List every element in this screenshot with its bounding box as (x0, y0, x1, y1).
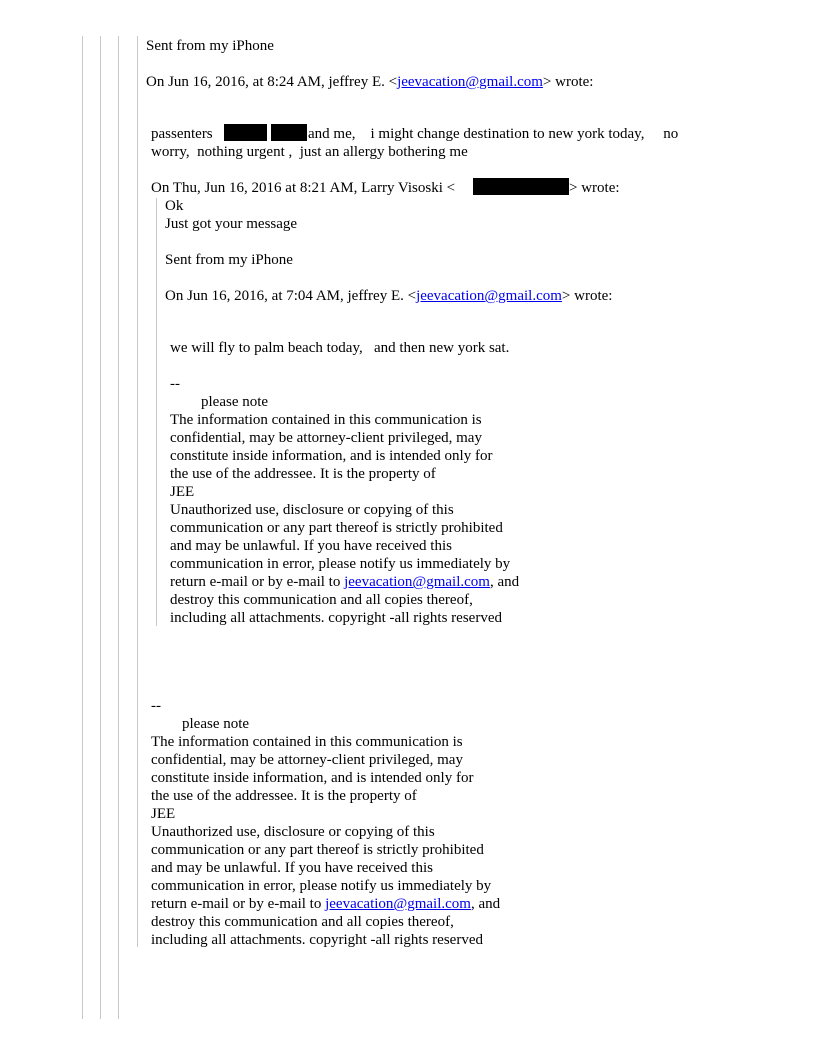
disclaimer-note: please note (182, 716, 250, 732)
disclaimer-line: Unauthorized use, disclosure or copying of this (151, 824, 435, 840)
quote-header-2-pre: On Thu, Jun 16, 2016 at 8:21 AM, Larry Visoski < (151, 180, 456, 196)
quote-header-3-pre: On Jun 16, 2016, at 7:04 AM, jeffrey E. < (165, 288, 417, 304)
disclaimer-line: constitute inside information, and is intended only for (151, 770, 474, 786)
disclaimer-email-pre: return e-mail or by e-mail to (151, 896, 326, 912)
disclaimer-email-link[interactable]: jeevacation@gmail.com (344, 574, 490, 590)
disclaimer-line: JEE (170, 484, 195, 500)
quote-header-3 (165, 287, 612, 305)
disclaimer-line-email (170, 573, 519, 591)
disclaimer-line: JEE (151, 806, 176, 822)
email-link-1[interactable]: jeevacation@gmail.com (397, 74, 543, 90)
sent-from-line: Sent from my iPhone (146, 38, 274, 54)
quote-header-2-post: > wrote: (569, 180, 620, 196)
message1-line2: worry, nothing urgent , just an allergy bothering me (151, 144, 468, 160)
quote-bar-3 (118, 36, 119, 1019)
reply-ok: Ok (165, 198, 184, 214)
quote-bar-4 (137, 36, 138, 947)
quote-header-1-post: > wrote: (542, 74, 594, 90)
quote-bar-5 (156, 198, 157, 626)
disclaimer-email-post: , and (470, 896, 501, 912)
disclaimer-line: and may be unlawful. If you have received this (151, 860, 433, 876)
message1-word: passenters (151, 126, 213, 142)
disclaimer-note: please note (201, 394, 269, 410)
disclaimer-line: including all attachments. copyright -all rights reserved (170, 610, 502, 626)
disclaimer-line: the use of the addressee. It is the property of (151, 788, 417, 804)
quote-header-3-post: > wrote: (561, 288, 613, 304)
email-link-2[interactable]: jeevacation@gmail.com (416, 288, 562, 304)
disclaimer-dashes: -- (151, 698, 161, 714)
disclaimer-email-pre: return e-mail or by e-mail to (170, 574, 345, 590)
disclaimer-line: including all attachments. copyright -all rights reserved (151, 932, 483, 948)
message2-body: we will fly to palm beach today, and then new york sat. (170, 340, 510, 356)
disclaimer-line: destroy this communication and all copies thereof, (170, 592, 473, 608)
redaction-box-2 (271, 124, 307, 141)
disclaimer-line: The information contained in this communication is (151, 734, 463, 750)
quote-bar-2 (100, 36, 101, 1019)
disclaimer-line: communication in error, please notify us immediately by (151, 878, 492, 894)
disclaimer-email-post: , and (489, 574, 520, 590)
quote-bar-1 (82, 36, 83, 1019)
disclaimer-line: Unauthorized use, disclosure or copying of this (170, 502, 454, 518)
disclaimer-line: confidential, may be attorney-client privileged, may (170, 430, 482, 446)
quote-header-1-pre: On Jun 16, 2016, at 8:24 AM, jeffrey E. < (146, 74, 398, 90)
disclaimer-line: and may be unlawful. If you have received this (170, 538, 452, 554)
disclaimer-line: the use of the addressee. It is the property of (170, 466, 436, 482)
disclaimer-email-link[interactable]: jeevacation@gmail.com (325, 896, 471, 912)
disclaimer-line: destroy this communication and all copies thereof, (151, 914, 454, 930)
disclaimer-line: The information contained in this communication is (170, 412, 482, 428)
reply-sent-from: Sent from my iPhone (165, 252, 293, 268)
disclaimer-line: communication or any part thereof is strictly prohibited (170, 520, 503, 536)
redaction-box-1 (224, 124, 267, 141)
disclaimer-line: communication or any part thereof is strictly prohibited (151, 842, 484, 858)
disclaimer-dashes: -- (170, 376, 180, 392)
message1-line1: and me, i might change destination to new york today, no (308, 126, 679, 142)
redaction-box-3 (473, 178, 569, 195)
quote-header-1 (146, 73, 593, 91)
disclaimer-line: constitute inside information, and is intended only for (170, 448, 493, 464)
disclaimer-line-email (151, 895, 500, 913)
reply-got-message: Just got your message (165, 216, 298, 232)
disclaimer-line: confidential, may be attorney-client privileged, may (151, 752, 463, 768)
disclaimer-line: communication in error, please notify us immediately by (170, 556, 511, 572)
